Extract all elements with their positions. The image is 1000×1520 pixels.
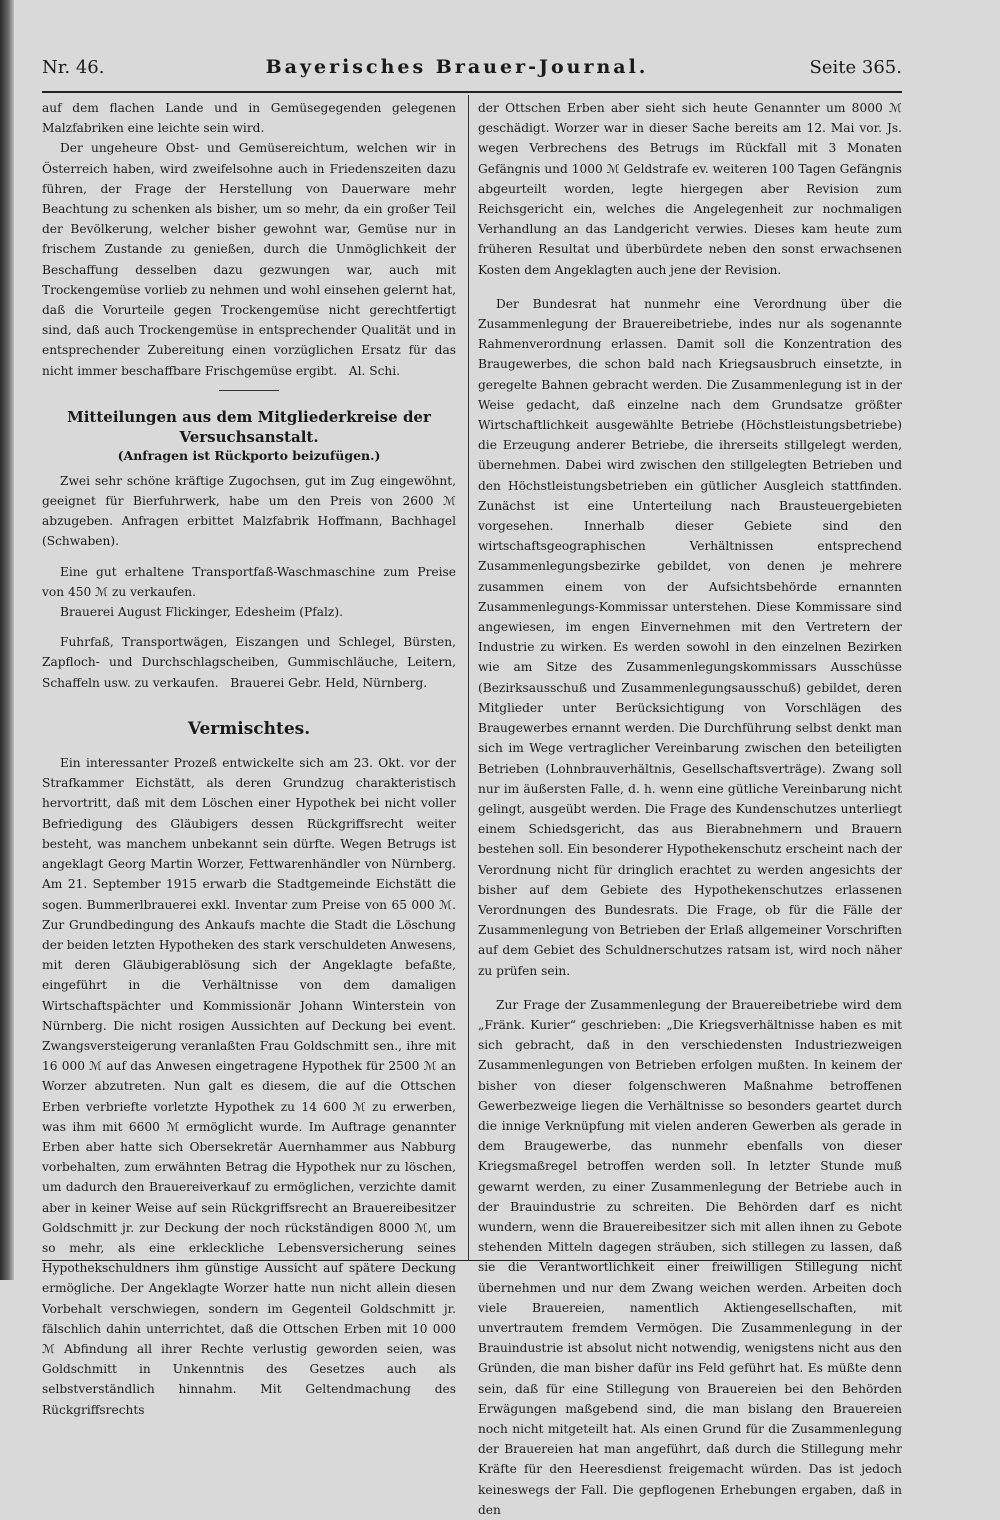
right-paragraph-1: der Ottschen Erben aber sieht sich heute Genannter um 8000 ℳ geschädigt. Worzer war in dieser Sache bereits am 12. Mai vor. Js. wegen Verbrechens des Betrugs im Rückfall mit 3 Monaten Gefängnis und 1000 ℳ Geldstrafe ev. weiteren 100 Tagen Gefängnis abgeurteilt worden, legte hiergegen aber Revision zum Reichsgericht ein, welches die Angelegenheit zur nochmaligen Verhandlung an das Landgericht verwies. Dieses kam heute zum früheren Resultat und überbürdete neben den sonst erwachsenen Kosten dem Angeklagten auch jene der Revision. — [478, 101, 902, 277]
page-number: Seite 365. — [809, 57, 902, 78]
column-divider — [468, 95, 469, 1260]
classified-ad-3 — [42, 632, 456, 693]
intro-paragraph-2: Der ungeheure Obst- und Gemüsereichtum, welchen wir in Österreich haben, wird zweifelsohne auch in Friedenszeiten dazu führen, der Frage der Herstellung von Dauerware mehr Beachtung zu schenken als bisher, um so mehr, da ein großer Teil der Bevölkerung, welcher bisher gewohnt war, Gemüse nur in frischem Zustande zu genießen, durch die Unmöglichkeit der Beschaffung desselben dazu gezwungen war, auch mit Trockengemüse vorlieb zu nehmen und wohl einsehen gelernt hat, daß die Vorurteile gegen Trockengemüse nicht gerechtfertigt sind, daß auch Trockengemüse in entsprechender Qualität und in entsprechender Zubereitung einen vorzüglichen Ersatz für das nicht immer beschaffbare Frischgemüse ergibt. Al. Schi. — [42, 141, 456, 378]
newspaper-page — [22, 40, 982, 1517]
ad-2-text: Eine gut erhaltene Transportfaß-Waschmaschine zum Preise von 450 ℳ zu verkaufen. — [42, 564, 456, 599]
page-header — [42, 56, 902, 88]
ad-1-text: Zwei sehr schöne kräftige Zugochsen, gut im Zug eingewöhnt, geeignet für Bierfuhrwerk, habe um den Preis von 2600 ℳ abzugeben. Anfragen erbittet Malzfabrik Hoffmann, Bachhagel (Schwaben). — [42, 473, 456, 549]
vermischtes-paragraph-1: Ein interessanter Prozeß entwickelte sich am 23. Okt. vor der Strafkammer Eichstätt, als deren Grundzug charakteristisch hervortritt, daß mit dem Löschen einer Hypothek bei nicht voller Befriedigung des Gläubigers dessen Rückgriffsrecht weiter besteht, was manchem unbekannt sein dürfte. Wegen Betrugs ist angeklagt Georg Martin Worzer, Fettwarenhändler von Nürnberg. Am 21. September 1915 erwarb die Stadtgemeinde Eichstätt die sogen. Bummerlbrauerei exkl. Inventar zum Preise von 65 000 ℳ. Zur Grundbedingung des Ankaufs machte die Stadt die Löschung der beiden letzten Hypotheken des stark verschuldeten Anwesens, mit deren Gläubigerablösung sich der Angeklagte befaßte, eingeführt in die Verhältnisse von dem damaligen Wirtschaftspächter und Kommissionär Johann Winterstein von Nürnberg. Die nicht rosigen Aussichten auf Deckung bei event. Zwangsversteigerung veranlaßten Frau Goldschmitt sen., ihre mit 16 000 ℳ auf das Anwesen eingetragene Hypothek für 2500 ℳ an Worzer abzutreten. Nun galt es diesem, die auf die Ottschen Erben verbriefte vorletzte Hypothek zu 14 600 ℳ zu erwerben, was ihm mit 6600 ℳ ermöglicht wurde. Im Auftrage genannter Erben aber hatte sich Obersekretär Auernhammer aus Nabburg vorbehalten, zum erwähnten Betrag die Hypothek nur zu löschen, um dadurch den Brauereiverkauf zu ermöglichen, verzichte damit aber in keiner Weise auf sein Rückgriffsrecht an Brauereibesitzer Goldschmitt jr. zur Deckung der noch rückständigen 8000 ℳ, um so mehr, als eine erkleckliche Lebensversicherung seines Hypothekschuldners ihm günstige Aussicht auf spätere Deckung ermögliche. Der Angeklagte Worzer hatte nun nicht allein diesen Vorbehalt verschwiegen, sondern im Gegenteil Goldschmitt jr. fälschlich dahin unterrichtet, daß die Ottschen Erben mit 10 000 ℳ Abfindung all ihrer Rechte verlustig geworden seien, was Goldschmitt in Unkenntnis des Gesetzes auch als selbstverständlich hinnahm. Mit Geltendmachung des Rückgriffsrechts — [42, 756, 456, 1417]
intro-paragraph-1: auf dem flachen Lande und in Gemüsegegenden gelegenen Malzfabriken eine leichte sein wird. — [42, 101, 456, 136]
bottom-rule — [42, 1260, 902, 1261]
section-subheading: (Anfragen ist Rückporto beizufügen.) — [117, 447, 381, 463]
section-divider — [219, 390, 279, 391]
journal-title: Bayerisches Brauer-Journal. — [265, 56, 649, 78]
right-column — [478, 98, 902, 1520]
intro-signature: Al. Schi. — [348, 363, 401, 378]
ad-2-firm: Brauerei August Flickinger, Edesheim (Pfalz). — [60, 605, 343, 620]
ad-3-firm: Brauerei Gebr. Held, Nürnberg. — [230, 675, 428, 690]
classified-ad-2 — [42, 562, 456, 623]
header-rule — [42, 91, 902, 93]
left-column — [42, 98, 456, 1420]
section-heading-mitteilungen: Mitteilungen aus dem Mitgliederkreise der Versuchsanstalt. — [67, 407, 431, 446]
issue-number: Nr. 46. — [42, 57, 105, 78]
section-heading-vermischtes: Vermischtes. — [187, 718, 311, 739]
right-paragraph-3: Zur Frage der Zusammenlegung der Brauereibetriebe wird dem „Fränk. Kurier“ geschrieben: „Die Kriegsverhältnisse haben es mit sich gebracht, daß in den verschiedensten Industriezweigen Zusammenlegungen von Betrieben erfolgen mußten. In keinem der bisher von dieser folgenschweren Maßnahme betroffenen Gewerbezweige liegen die Verhältnisse so besonders geartet durch die innige Verknüpfung mit vielen anderen Gewerben als gerade in dem Braugewerbe, das nunmehr ebenfalls von dieser Kriegsmaßregel betroffen werden soll. In letzter Stunde muß gewarnt werden, zu einer Zusammenlegung der Betriebe auch in der Brauindustrie zu schreiten. Die Behörden darf es nicht wundern, wenn die Brauereibesitzer sich mit allen ihnen zu Gebote stehenden Mitteln dagegen sträuben, sich stillegen zu lassen, daß sie die Verantwortlichkeit einer freiwilligen Stillegung nicht übernehmen und nur dem Zwang weichen werden. Arbeiten doch viele Brauereien, namentlich Aktiengesellschaften, mit unvertrautem fremdem Vermögen. Die Zusammenlegung in der Brauindustrie ist absolut nicht notwendig, wenigstens nicht aus den Gründen, die man bisher dafür ins Feld geführt hat. Es müßte denn sein, daß für eine Stillegung von Brauereien bei den Behörden Erwägungen maßgebend sind, die man bislang den Brauereien noch nicht mitgeteilt hat. Als einen Grund für die Zusammenlegung der Brauereien hat man angeführt, daß durch die Stillegung mehr Kräfte für den Heeresdienst freigemacht würden. Das ist jedoch keineswegs der Fall. Die gepflogenen Erhebungen ergaben, daß in den — [478, 997, 902, 1517]
right-paragraph-2: Der Bundesrat hat nunmehr eine Verordnung über die Zusammenlegung der Brauereibetriebe, indes nur als sogenannte Rahmenverordnung erlassen. Damit soll die Konzentration des Braugewerbes, die schon bald nach Kriegsausbruch einsetzte, in geregelte Bahnen gebracht werden. Die Zusammenlegung ist in der Weise gedacht, daß einzelne nach dem Grundsatze größter Wirtschaftlichkeit ausgewählte Betriebe (Höchstleistungsbetriebe) die Erzeugung anderer Betriebe, die ihrerseits stillgelegt werden, übernehmen. Dabei wird zwischen den stillgelegten Betrieben und den Höchstleistungsbetrieben ein gütlicher Ausgleich stattfinden. Zunächst ist eine Unterteilung nach Brausteuergebieten vorgesehen. Innerhalb dieser Gebiete sind den wirtschaftsgeographischen Verhältnissen entsprechend Zusammenlegungsbezirke gebildet, von denen je mehrere zusammen einem von der Aufsichtsbehörde ernannten Zusammenlegungs-Kommissar unterstehen. Diese Kommissare sind angewiesen, im engen Einvernehmen mit den Vertretern der Industrie zu wirken. Es werden sowohl in den einzelnen Bezirken wie am Sitze des Zusammenlegungskommissars Ausschüsse (Bezirksausschuß und Zusammenlegungsausschuß) gebildet, deren Mitglieder unter Berücksichtigung von Vorschlägen des Braugewerbes ernannt werden. Die Durchführung selbst denkt man sich im Wege vertraglicher Vereinbarung zwischen den beteiligten Betrieben (Lohnbrauverhältnis, Gesellschaftsverträge). Zwang soll nur im äußersten Falle, d. h. wenn eine gütliche Vereinbarung nicht gelingt, ausgeübt werden. Die Frage des Kundenschutzes unterliegt einem Schiedsgericht, das aus Bierabnehmern und Brauern bestehen soll. Ein besonderer Hypothekenschutz erscheint nach der Verordnung nicht für dringlich erachtet zu werden angesichts der bisher auf dem Gebiete des Hypothekenschutzes erlassenen Verordnungen des Bundesrats. Die Frage, ob für die Fälle der Zusammenlegung von Betrieben der Erlaß allgemeiner Vorschriften auf dem Gebiet des Schuldnerschutzes ratsam ist, wird noch näher zu prüfen sein. — [478, 296, 902, 978]
ad-3-text: Fuhrfaß, Transportwägen, Eiszangen und Schlegel, Bürsten, Zapfloch- und Durchschlagscheiben, Gummischläuche, Leitern, Schaffeln usw. zu verkaufen. Brauerei Gebr. Held, Nürnberg. — [42, 635, 456, 690]
classified-ad-1 — [42, 471, 456, 552]
page-binding-edge — [0, 0, 14, 1280]
